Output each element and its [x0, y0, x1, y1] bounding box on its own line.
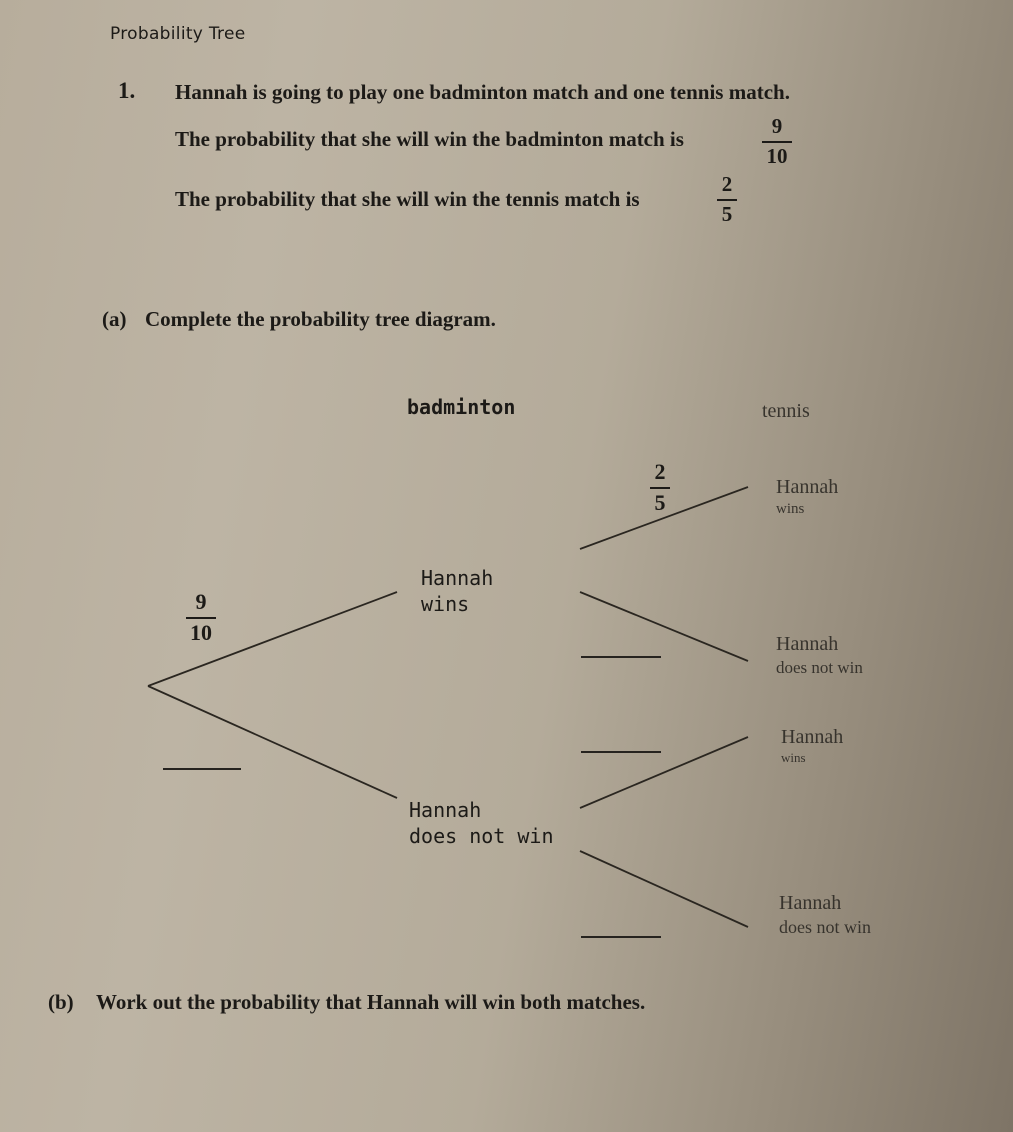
label-tennis-top-win: [776, 474, 838, 520]
part-a-text: Complete the probability tree diagram.: [145, 307, 496, 331]
header-tennis: tennis: [762, 400, 810, 422]
fraction-numerator: 9: [195, 589, 207, 614]
fraction-denominator: 5: [721, 202, 733, 226]
question-number: 1.: [118, 78, 136, 103]
part-b-text: [96, 990, 645, 1015]
part-a-label: (a): [102, 307, 127, 331]
answer-blank-tennis-top-lose[interactable]: [581, 656, 661, 658]
label-line: Hannah: [781, 726, 844, 748]
badminton-probability-text: The probability that she will win the badminton match is: [175, 127, 684, 151]
label-badminton-win: [421, 565, 493, 617]
label-badminton-lose: [409, 797, 554, 849]
badminton-win-probability: [186, 591, 216, 644]
part-b-emphasis: both: [520, 990, 562, 1014]
label-line: does not win: [779, 917, 871, 937]
part-b-text-start: Work out the probability that Hannah will win: [96, 990, 521, 1014]
branch-tennis-bottom-win: [580, 737, 748, 808]
answer-blank-tennis-bottom-lose[interactable]: [581, 936, 661, 938]
header-badminton: badminton: [407, 395, 516, 419]
label-line: wins: [421, 592, 470, 616]
tennis-probability-text: The probability that she will win the tennis match is: [175, 187, 640, 211]
sheet-title: Probability Tree: [110, 24, 246, 44]
label-line: Hannah: [779, 892, 842, 914]
label-line: wins: [781, 750, 806, 765]
answer-blank-badminton-lose[interactable]: [163, 768, 241, 770]
label-line: Hannah: [409, 798, 482, 822]
label-line: Hannah: [776, 633, 839, 655]
fraction-bar: [186, 617, 216, 619]
label-tennis-bottom-lose: [779, 890, 871, 939]
fraction-numerator: 9: [771, 114, 783, 138]
label-line: wins: [776, 501, 805, 517]
question-stem: Hannah is going to play one badminton match and one tennis match.: [175, 80, 790, 104]
label-line: Hannah: [776, 476, 839, 498]
label-tennis-top-lose: [776, 631, 863, 679]
fraction-numerator: 2: [654, 459, 666, 484]
label-line: does not win: [409, 824, 554, 848]
fraction-bar: [650, 487, 670, 489]
tennis-win-probability: [650, 461, 670, 514]
label-line: does not win: [776, 658, 863, 677]
label-line: Hannah: [421, 566, 494, 590]
branch-badminton-lose: [148, 686, 397, 798]
fraction-denominator: 10: [190, 620, 212, 645]
fraction-numerator: 2: [721, 172, 733, 196]
part-b-label: (b): [48, 990, 74, 1014]
label-tennis-bottom-win: [781, 724, 843, 767]
answer-blank-tennis-bottom-win[interactable]: [581, 751, 661, 753]
fraction-denominator: 10: [766, 144, 788, 168]
fraction-denominator: 5: [654, 490, 666, 515]
branch-tennis-bottom-lose: [580, 851, 748, 927]
branch-tennis-top-lose: [580, 592, 748, 661]
part-b-text-end: matches.: [561, 990, 646, 1014]
